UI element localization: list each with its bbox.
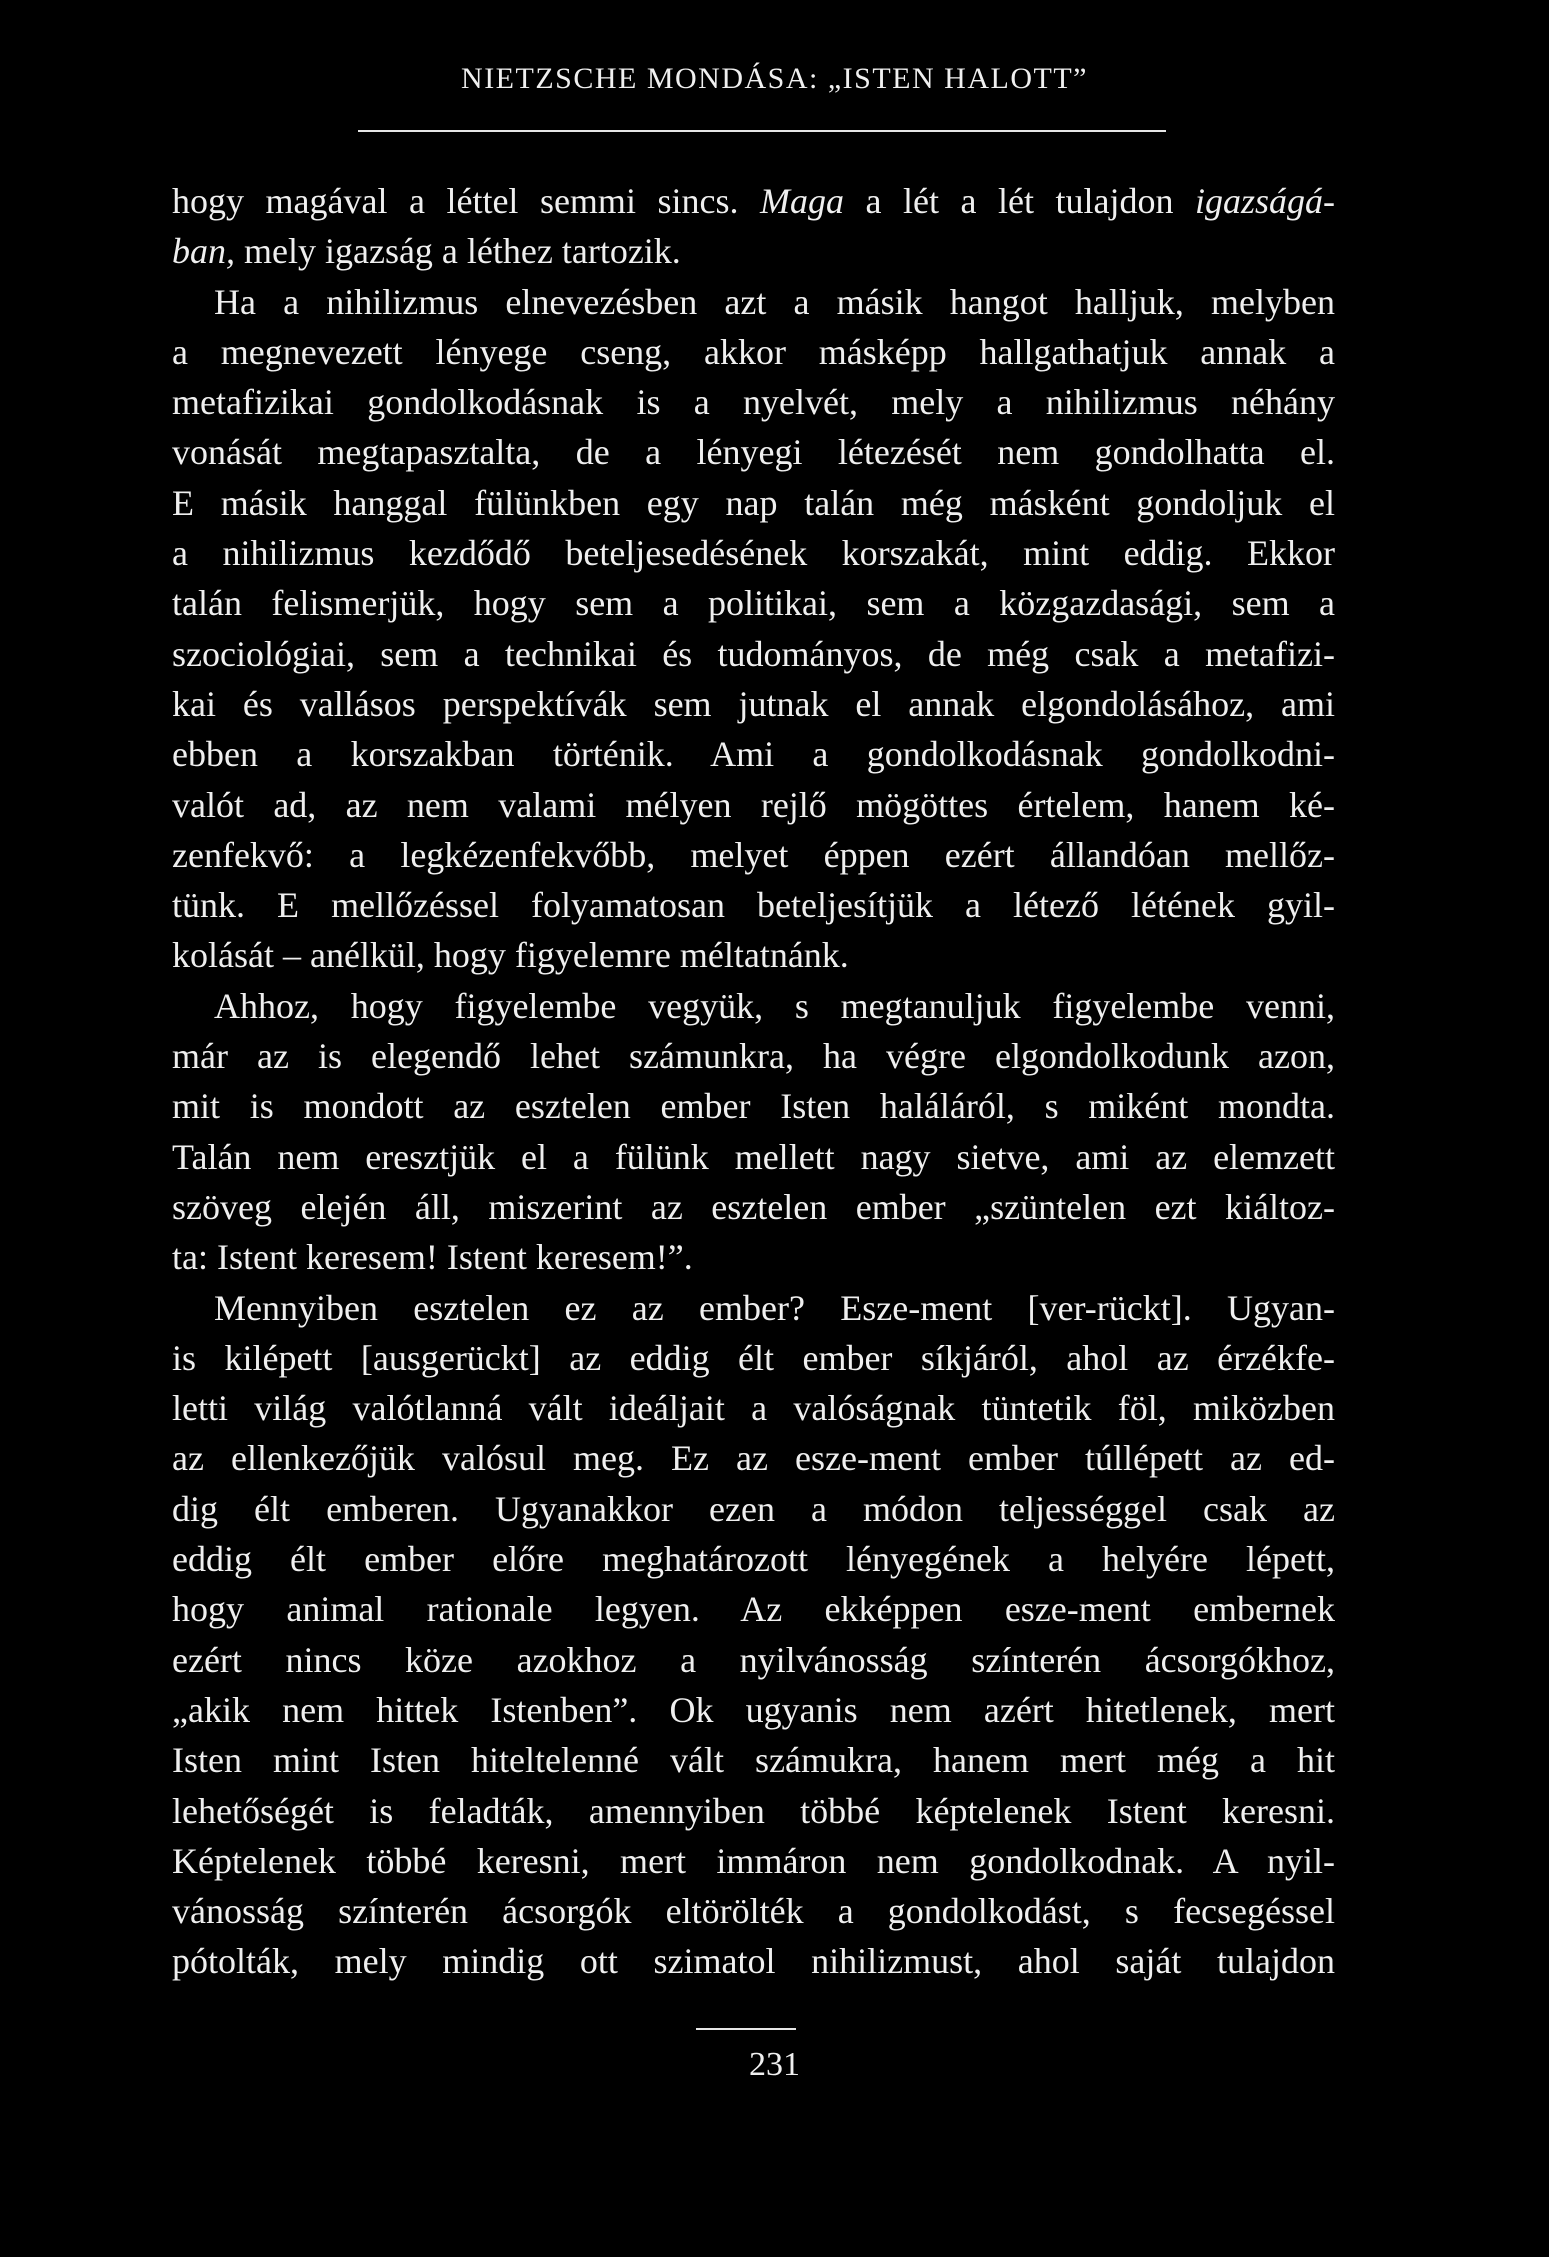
text-line: a megnevezett lényege cseng, akkor másképp hallgathatjuk annak a (172, 331, 1335, 372)
text-line: vánosság színterén ácsorgók eltörölték a gondolkodást, s fecsegéssel (172, 1891, 1335, 1932)
text-line: lehetőségét is feladták, amennyiben többé képtelenek Istent keresni. (172, 1790, 1335, 1831)
text-line: tünk. E mellőzéssel folyamatosan beteljesítjük a létező létének gyil- (172, 885, 1335, 926)
text-line: szociológiai, sem a technikai és tudományos, de még csak a metafizi- (172, 633, 1335, 674)
text-line: is kilépett [ausgerückt] az eddig élt ember síkjáról, ahol az érzékfe- (172, 1337, 1335, 1378)
text-line: kolását – anélkül, hogy figyelemre méltatnánk. (172, 935, 849, 976)
text-line: ta: Istent keresem! Istent keresem!”. (172, 1237, 693, 1278)
text-line: vonását megtapasztalta, de a lényegi létezését nem gondolhatta el. (172, 432, 1335, 473)
running-head: NIETZSCHE MONDÁSA: „ISTEN HALOTT” (461, 62, 1088, 95)
text-line: Képtelenek többé keresni, mert immáron nem gondolkodnak. A nyil- (172, 1840, 1335, 1881)
text-line: szöveg elején áll, miszerint az esztelen ember „szüntelen ezt kiáltoz- (172, 1186, 1335, 1227)
footer-rule (696, 2028, 796, 2030)
text-line: zenfekvő: a legkézenfekvőbb, melyet éppen ezért állandóan mellőz- (172, 834, 1335, 875)
text-line: eddig élt ember előre meghatározott lényegének a helyére lépett, (172, 1539, 1335, 1580)
text-line: a nihilizmus kezdődő beteljesedésének korszakát, mint eddig. Ekkor (172, 533, 1335, 574)
text-line: már az is elegendő lehet számunkra, ha végre elgondolkodunk azon, (172, 1036, 1335, 1077)
text-line: hogy animal rationale legyen. Az ekképpen esze-ment embernek (172, 1589, 1335, 1630)
text-line: pótolták, mely mindig ott szimatol nihilizmust, ahol saját tulajdon (172, 1941, 1335, 1982)
text-span: hogy magával a léttel semmi sincs. (172, 181, 760, 221)
text-span: mely igazság a léthez tartozik. (235, 231, 681, 272)
text-line: Mennyiben esztelen ez az ember? Esze-ment [ver-rückt]. Ugyan- (214, 1287, 1335, 1328)
text-span: a lét a lét tulajdon (843, 181, 1195, 221)
text-line (172, 176, 1335, 226)
page-number: 231 (749, 2046, 800, 2083)
text-line: kai és vallásos perspektívák sem jutnak el annak elgondolásához, ami (172, 683, 1335, 724)
text-line: ebben a korszakban történik. Ami a gondolkodásnak gondolkodni- (172, 734, 1335, 775)
text-line: dig élt emberen. Ugyanakkor ezen a módon teljességgel csak az (172, 1488, 1335, 1529)
emphasis: igazságá- (1194, 181, 1335, 221)
text-line: Isten mint Isten hiteltelenné vált számukra, hanem mert még a hit (172, 1740, 1335, 1781)
header-rule (358, 130, 1166, 132)
emphasis: ban, (172, 231, 235, 272)
text-line: mit is mondott az esztelen ember Isten haláláról, s miként mondta. (172, 1086, 1335, 1127)
emphasis: Maga (759, 181, 844, 221)
text-line: Talán nem eresztjük el a fülünk mellett nagy sietve, ami az elemzett (172, 1136, 1335, 1177)
text-line: valót ad, az nem valami mélyen rejlő mögöttes értelem, hanem ké- (172, 784, 1335, 825)
text-line: Ha a nihilizmus elnevezésben azt a másik hangot halljuk, melyben (214, 281, 1335, 322)
text-line: metafizikai gondolkodásnak is a nyelvét, mely a nihilizmus néhány (172, 382, 1335, 423)
text-line: E másik hanggal fülünkben egy nap talán még másként gondoljuk el (172, 482, 1335, 523)
text-line: Ahhoz, hogy figyelembe vegyük, s megtanuljuk figyelembe venni, (214, 985, 1335, 1026)
text-line: „akik nem hittek Istenben”. Ok ugyanis nem azért hitetlenek, mert (172, 1689, 1335, 1730)
text-line: letti világ valótlanná vált ideáljait a valóságnak tüntetik föl, miközben (172, 1388, 1335, 1429)
text-line: talán felismerjük, hogy sem a politikai, sem a közgazdasági, sem a (172, 583, 1335, 624)
text-line (172, 226, 1335, 276)
text-line: ezért nincs köze azokhoz a nyilvánosság színterén ácsorgókhoz, (172, 1639, 1335, 1680)
text-line: az ellenkezőjük valósul meg. Ez az esze-ment ember túllépett az ed- (172, 1438, 1335, 1479)
body-text (172, 176, 1335, 1987)
